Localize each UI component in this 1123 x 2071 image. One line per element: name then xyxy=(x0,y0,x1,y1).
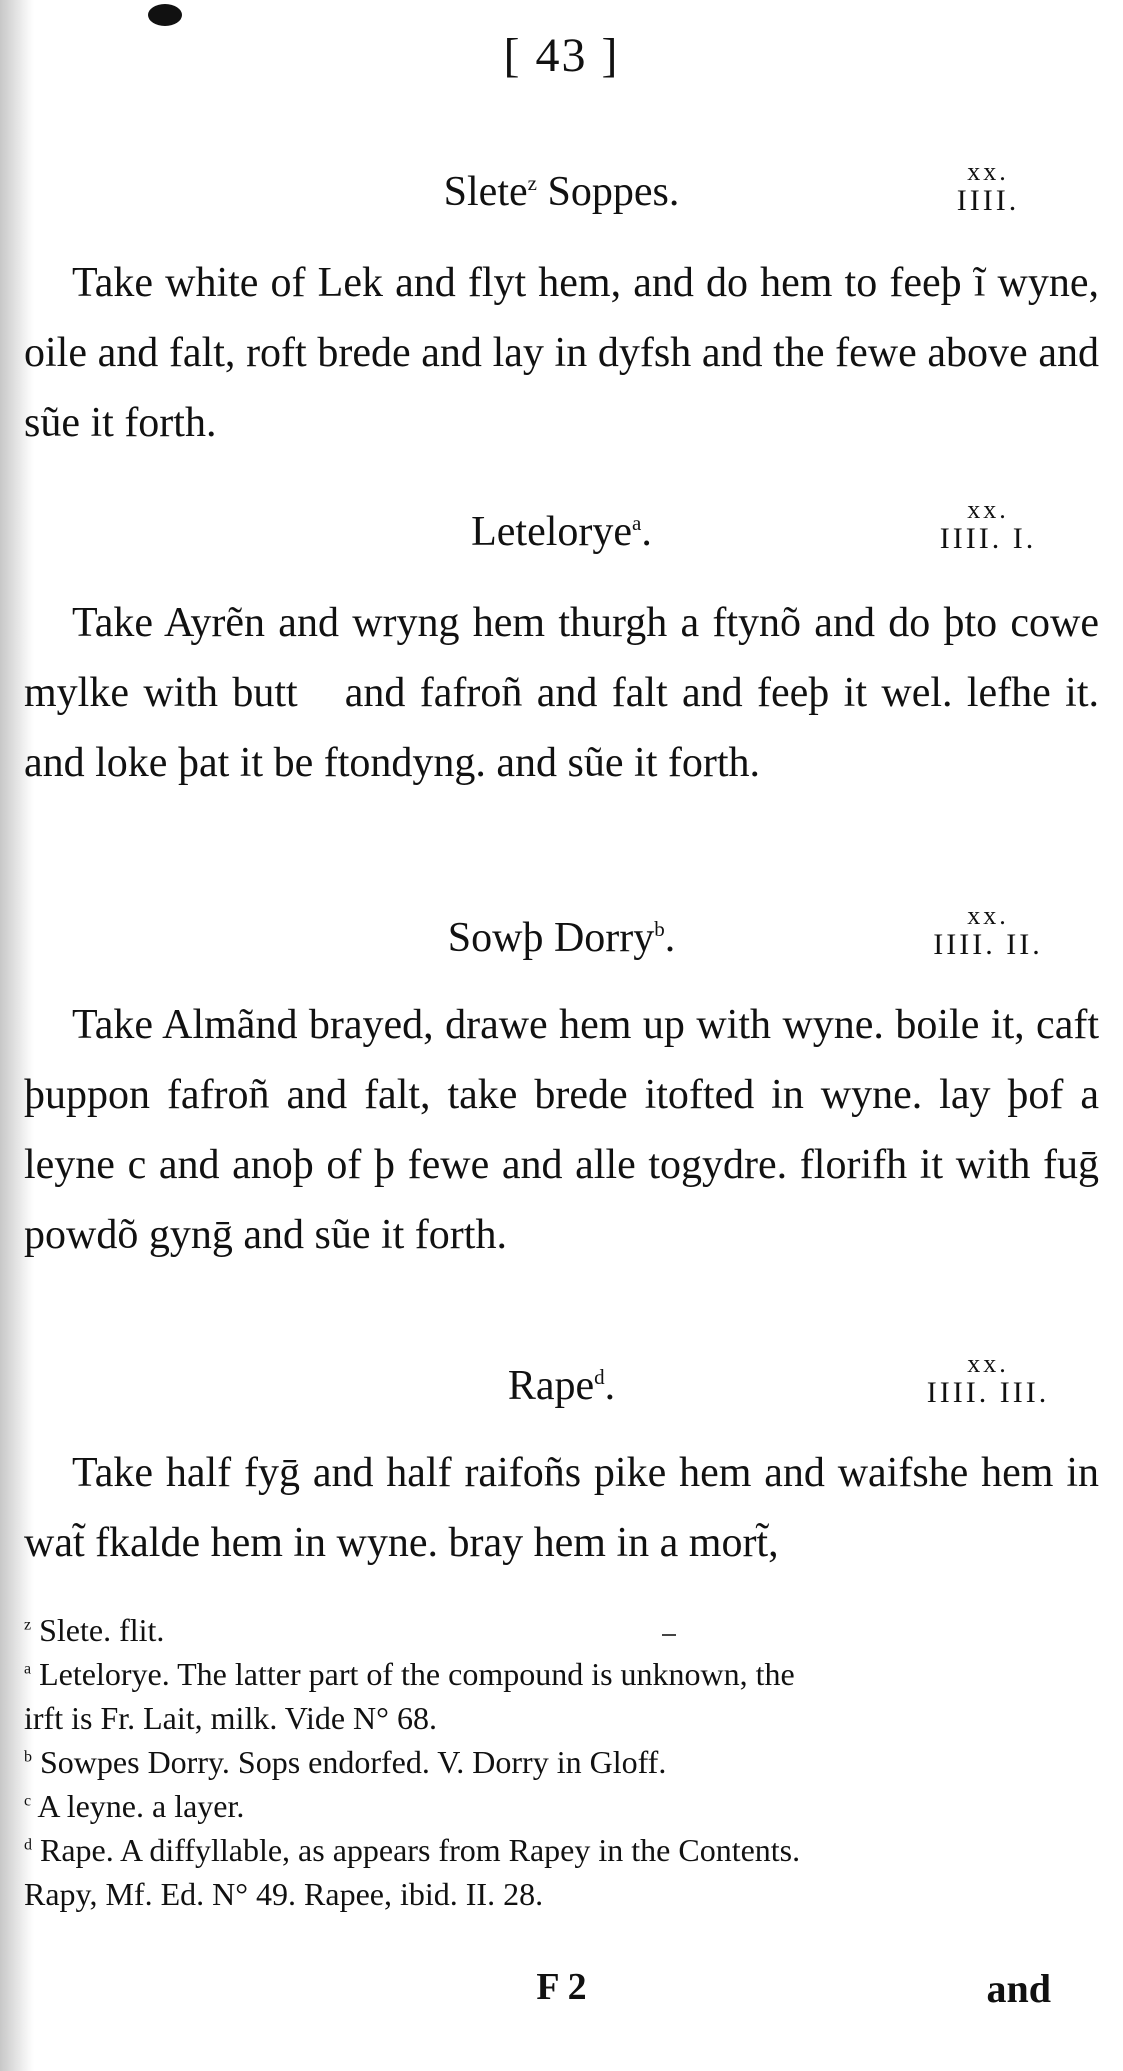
recipe-title-text: Letelorye xyxy=(471,509,633,555)
recipe-number-top: xx. xyxy=(967,1349,1009,1378)
stray-mark xyxy=(662,1634,676,1636)
recipe-paragraph: Take white of Lek and flyt hem, and do hem to feeþ ĩ wyne, oile and falt, roft brede and lay in dyfsh and the fewe above and sũe it forth. xyxy=(24,260,1099,446)
recipe-number-bottom: IIII. II. xyxy=(933,928,1043,962)
footnote-d-continued xyxy=(24,1872,1099,1916)
footnote-text: Rape. A diffyllable, as appears from Rapey in the Contents. xyxy=(40,1832,801,1868)
recipe-body-rape xyxy=(24,1438,1099,1578)
recipe-title-text: Slete xyxy=(443,169,528,215)
recipe-title-text: Sowþ Dorry xyxy=(447,915,655,961)
footnote-text: Slete. flit. xyxy=(39,1612,165,1648)
footnote-d xyxy=(24,1828,1099,1872)
recipe-paragraph: Take Ayrẽn and wryng hem thurgh a ftynõ and do þto cowe mylke with buttᷓ and fafroñ and falt and feeþ it wel. lefhe it. and loke þat it be ftondyng. and sũe it forth. xyxy=(24,600,1099,786)
recipe-number xyxy=(913,1350,1063,1409)
recipe-number-bottom: IIII. xyxy=(956,184,1020,218)
recipe-body-letelorye xyxy=(24,588,1099,798)
footnote-text: Sowpes Dorry. Sops endorfed. V. Dorry in Gloff. xyxy=(40,1744,667,1780)
recipe-number-bottom: IIII. III. xyxy=(926,1376,1050,1410)
recipe-paragraph: Take half fyḡ and half raifoñs pike hem and waifshe hem in wat̃ fkalde hem in wyne. bray hem in a mort̃, xyxy=(24,1450,1099,1566)
footnote-c xyxy=(24,1784,1099,1828)
footnote-ref: b xyxy=(654,917,665,941)
page-number: [ 43 ] xyxy=(503,29,620,82)
footnote-mark: a xyxy=(24,1660,32,1678)
footnote-a-continued xyxy=(24,1696,1099,1740)
ink-blot xyxy=(148,4,182,26)
footnote-b xyxy=(24,1740,1099,1784)
footnote-text: Rapy, Mf. Ed. N° 49. Rapee, ibid. II. 28. xyxy=(24,1876,544,1912)
recipe-body-sowp-dorry xyxy=(24,990,1099,1270)
footnote-text: A leyne. a layer. xyxy=(37,1788,245,1824)
recipe-number xyxy=(913,496,1063,555)
recipe-number xyxy=(913,902,1063,961)
footnote-a xyxy=(24,1652,1099,1696)
recipe-number xyxy=(913,158,1063,217)
recipe-title-rest: . xyxy=(664,915,676,961)
footnote-mark: b xyxy=(24,1748,32,1766)
recipe-title-rest: Soppes. xyxy=(536,169,680,215)
recipe-paragraph: Take Almãnd brayed, drawe hem up with wyne. boile it, caft þuppon fafroñ and falt, take brede itofted in wyne. lay þof a leyne c and anoþ of þ fewe and alle togydre. florifh it with fuḡ powdõ gynḡ and sũe it forth. xyxy=(24,1002,1099,1258)
recipe-title-text: Rape xyxy=(507,1363,595,1409)
recipe-title-rest: . xyxy=(641,509,652,555)
recipe-number-bottom: IIII. I. xyxy=(939,522,1037,556)
footnote-ref: d xyxy=(594,1365,605,1389)
catchword: and xyxy=(986,1966,1051,2011)
footnote-z xyxy=(24,1608,1099,1652)
footnote-text: Letelorye. The latter part of the compound is unknown, the xyxy=(39,1656,795,1692)
recipe-body-slete-soppes xyxy=(24,248,1099,458)
footnote-ref: z xyxy=(527,171,537,195)
recipe-title-rest: . xyxy=(604,1363,616,1409)
footnote-mark: z xyxy=(24,1616,32,1634)
printer-signature: F 2 xyxy=(536,1966,587,2008)
footnote-mark: c xyxy=(24,1792,32,1810)
footnote-mark: d xyxy=(24,1836,32,1854)
recipe-number-top: xx. xyxy=(967,495,1009,524)
footnotes xyxy=(24,1608,1099,1916)
recipe-number-top: xx. xyxy=(967,157,1009,186)
footnote-text: irft is Fr. Lait, milk. Vide N° 68. xyxy=(24,1700,437,1736)
footnote-ref: a xyxy=(632,511,642,535)
recipe-number-top: xx. xyxy=(967,901,1009,930)
